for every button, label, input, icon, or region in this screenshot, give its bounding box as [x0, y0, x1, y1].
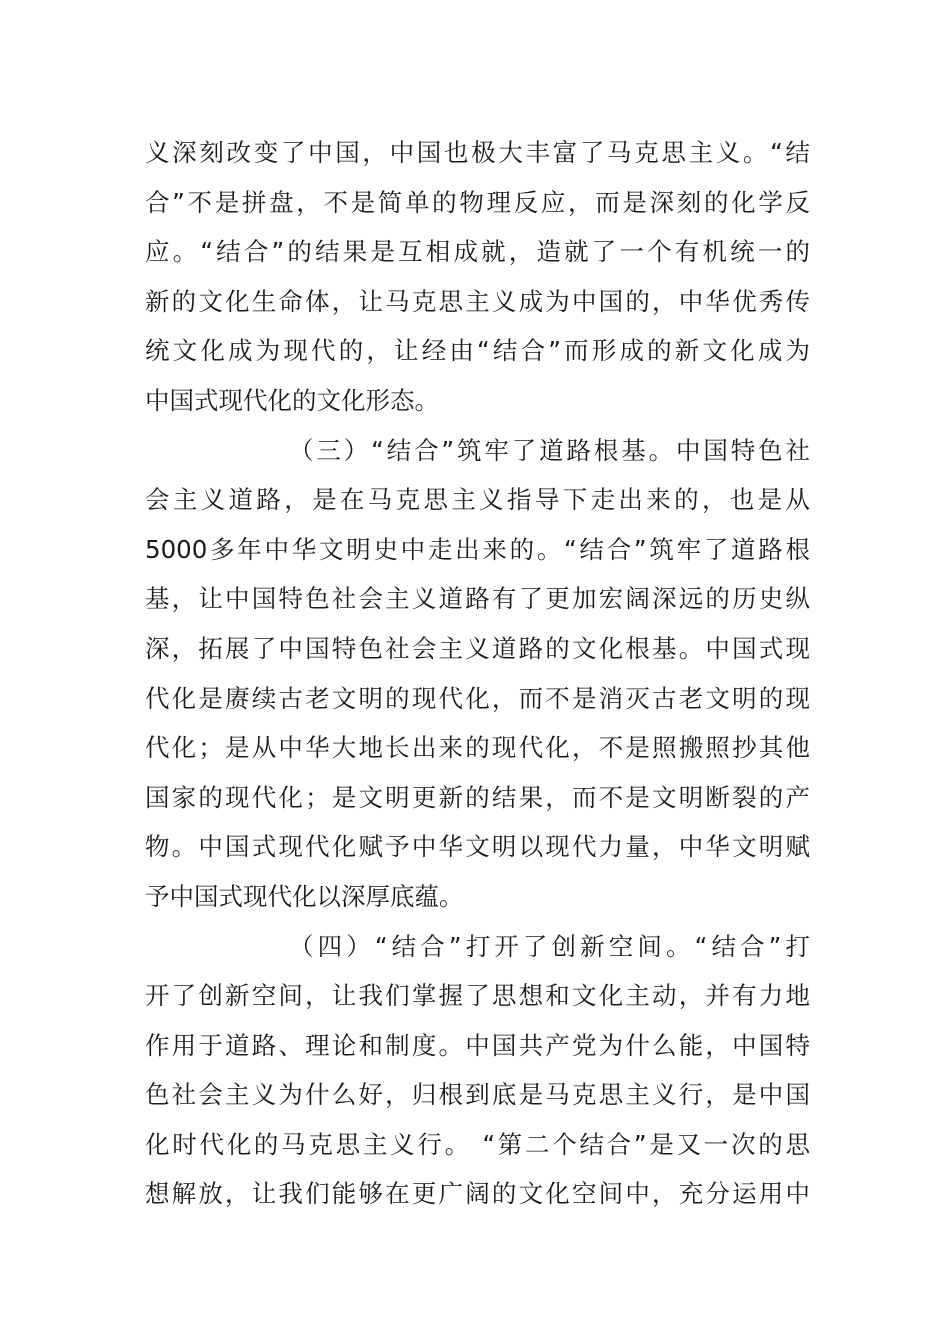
- text-line: 代化是赓续古老文明的现代化，而不是消灭古老文明的现: [145, 683, 810, 713]
- text-line: 新的文化生命体，让马克思主义成为中国的，中华优秀传: [145, 286, 810, 316]
- paragraph-heading-line: （三）“结合”筑牢了道路根基。中国特色社: [289, 435, 810, 465]
- text-line: 作用于道路、理论和制度。中国共产党为什么能，中国特: [145, 1030, 810, 1060]
- body-text: [145, 128, 810, 1219]
- text-line: 物。中国式现代化赋予中华文明以现代力量，中华文明赋: [145, 832, 810, 862]
- text-line: 予中国式现代化以深厚底蕴。: [145, 881, 464, 911]
- text-line: 代化；是从中华大地长出来的现代化，不是照搬照抄其他: [145, 733, 810, 763]
- text-line: 统文化成为现代的，让经由“结合”而形成的新文化成为: [145, 336, 810, 366]
- text-line: 想解放，让我们能够在更广阔的文化空间中，充分运用中: [145, 1179, 810, 1209]
- text-line: 国家的现代化；是文明更新的结果，而不是文明断裂的产: [145, 782, 810, 812]
- paragraph-heading-line: （四）“结合”打开了创新空间。“结合”打: [289, 931, 810, 961]
- text-line: 中国式现代化的文化形态。: [145, 385, 439, 415]
- text-line: 5000多年中华文明史中走出来的。“结合”筑牢了道路根: [145, 534, 810, 564]
- text-line: 开了创新空间，让我们掌握了思想和文化主动，并有力地: [145, 981, 810, 1011]
- text-line: 合”不是拼盘，不是简单的物理反应，而是深刻的化学反: [145, 187, 810, 217]
- text-line: 会主义道路，是在马克思主义指导下走出来的，也是从: [145, 485, 810, 515]
- text-line: 基，让中国特色社会主义道路有了更加宏阔深远的历史纵: [145, 584, 810, 614]
- text-line: 色社会主义为什么好，归根到底是马克思主义行，是中国: [145, 1080, 810, 1110]
- text-line: 应。“结合”的结果是互相成就，造就了一个有机统一的: [145, 237, 810, 267]
- text-line: 深，拓展了中国特色社会主义道路的文化根基。中国式现: [145, 633, 810, 663]
- text-line: 化时代化的马克思主义行。 “第二个结合”是又一次的思: [145, 1129, 810, 1159]
- text-line: 义深刻改变了中国，中国也极大丰富了马克思主义。“结: [145, 138, 810, 167]
